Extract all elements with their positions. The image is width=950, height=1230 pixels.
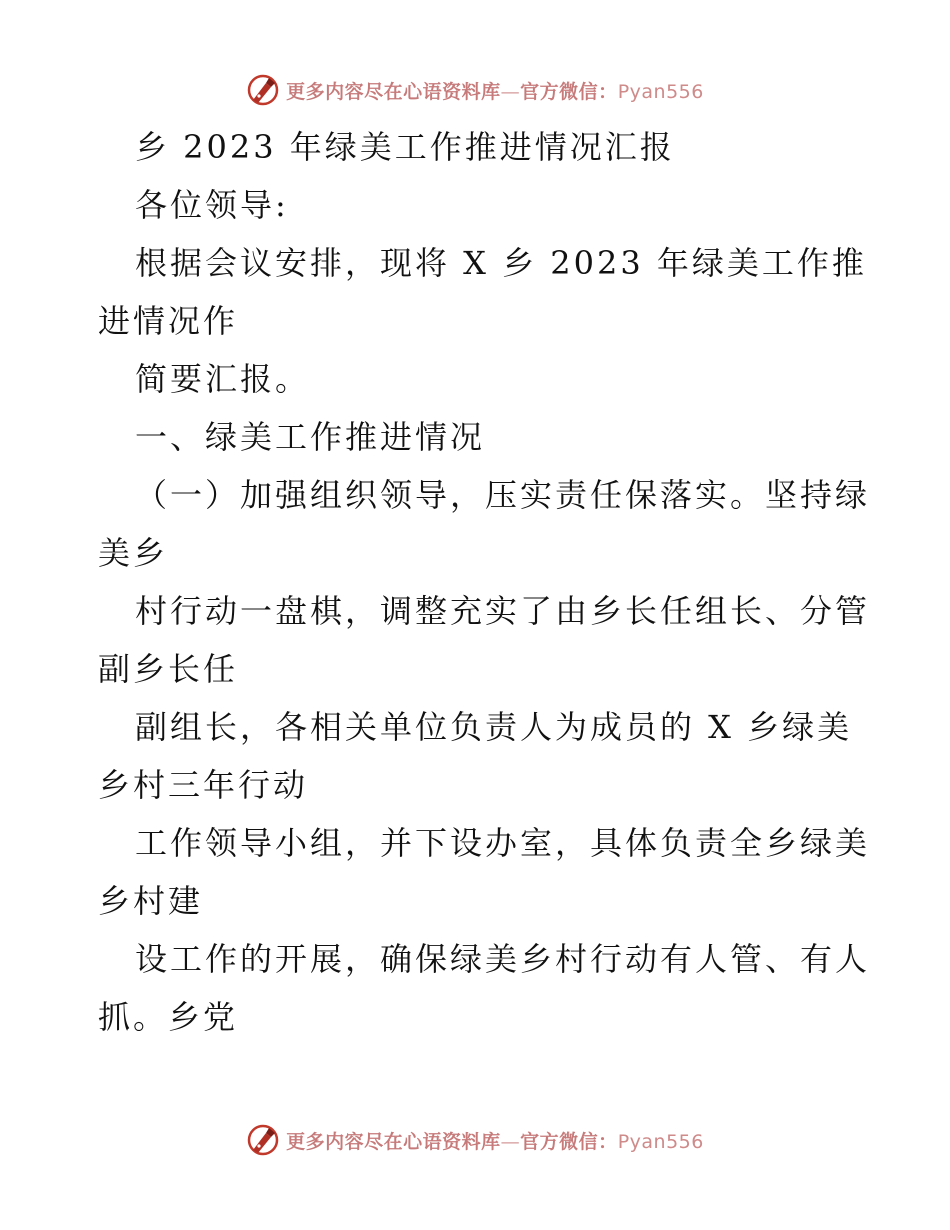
watermark-wechat-label: 官方微信： [520,1130,618,1153]
document-line: 工作领导小组，并下设办室，具体负责全乡绿美 [135,824,871,862]
document-line: 村行动一盘棋，调整充实了由乡长任组长、分管 [135,592,871,630]
document-line: 副组长，各相关单位负责人为成员的 X 乡绿美 [135,708,853,746]
document-line: 根据会议安排，现将 X 乡 2023 年绿美工作推 [135,244,867,282]
watermark-site-text: 更多内容尽在心语资料库 [286,1130,501,1153]
document-line: 乡 2023 年绿美工作推进情况汇报 [135,128,675,166]
footer-watermark-banner [0,1120,950,1160]
document-line: 一、绿美工作推进情况 [135,418,486,456]
watermark-wechat-label: 官方微信： [520,80,618,103]
watermark-separator: — [500,1130,521,1153]
document-body [98,118,871,1046]
document-line: 简要汇报。 [135,360,311,398]
document-line: 乡村三年行动 [98,766,309,804]
watermark-text [286,1127,704,1154]
watermark-separator: — [500,80,521,103]
header-watermark-banner [0,70,950,110]
document-line: 进情况作 [98,302,239,340]
pen-nib-circle-icon [246,73,280,107]
pen-nib-circle-icon [246,1123,280,1157]
document-line: （一）加强组织领导，压实责任保落实。坚持绿 [135,476,871,514]
document-line: 各位领导: [135,186,289,224]
document-line: 抓。乡党 [98,998,239,1036]
watermark-wechat-id: Pyan556 [617,80,704,103]
watermark-wechat-id: Pyan556 [617,1130,704,1153]
watermark-text [286,77,704,104]
document-line: 乡村建 [98,882,204,920]
document-line: 副乡长任 [98,650,239,688]
document-line: 美乡 [98,534,169,572]
watermark-site-text: 更多内容尽在心语资料库 [286,80,501,103]
document-line: 设工作的开展，确保绿美乡村行动有人管、有人 [135,940,871,978]
